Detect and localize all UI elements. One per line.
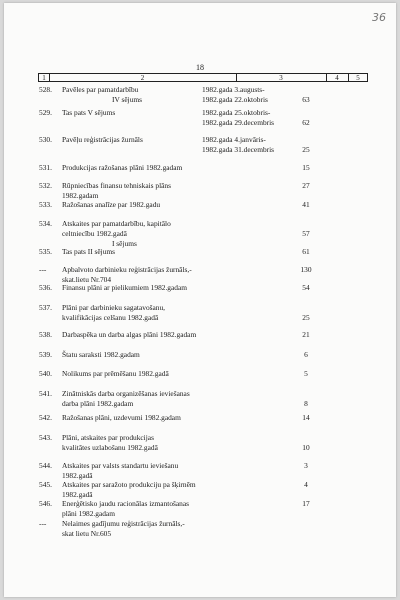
- row-number: 530.: [39, 135, 52, 144]
- header-col-4: 4: [326, 74, 349, 82]
- header-col-5: 5: [356, 74, 360, 82]
- row-title-line: IV sējums: [112, 95, 143, 104]
- row-title: [62, 330, 198, 340]
- row-title-line: darba plāni 1982.gadam: [62, 399, 134, 408]
- row-number: 546.: [39, 499, 52, 508]
- row-number: ---: [39, 265, 47, 274]
- row-number: ---: [39, 519, 47, 528]
- row-title-line: kvalitātes uzlabošanu 1982.gadā: [62, 443, 158, 452]
- row-title: [62, 433, 198, 453]
- row-title-line: Rūpniecības finansu tehniskais plāns 1982.gadam: [62, 181, 171, 200]
- row-page-count: 10: [302, 443, 310, 452]
- row-title-line: Atskaites par pamatdarbību, kapitālo celtniecību 1982.gadā: [62, 219, 171, 238]
- row-number: 533.: [39, 200, 52, 209]
- row-title: [62, 200, 198, 210]
- row-number: 537.: [39, 303, 52, 312]
- row-title-line: Nolikums par prēmēšanu 1982.gadā: [62, 369, 169, 378]
- row-page-count: 61: [302, 247, 310, 256]
- row-title-line: Štatu saraksti 1982.gadam: [62, 350, 140, 359]
- row-title: [62, 499, 198, 519]
- row-page-count: 3: [304, 461, 308, 470]
- row-title-line: Atskaites par valsts standartu ieviešanu 1982.gadā: [62, 461, 179, 480]
- row-title: [62, 219, 198, 249]
- row-title-line: Ražošanas analīze par 1982.gadu: [62, 200, 161, 209]
- row-page-count: 21: [302, 330, 310, 339]
- row-dates: [202, 85, 294, 105]
- row-dates: [202, 135, 294, 155]
- document-page: [4, 3, 396, 597]
- row-title-line: Produkcijas ražošanas plāni 1982.gadam: [62, 163, 183, 172]
- row-page-count: 8: [304, 399, 308, 408]
- page-number: 18: [196, 63, 204, 72]
- row-page-count: 63: [302, 95, 310, 104]
- row-title: [62, 283, 198, 293]
- row-number: 538.: [39, 330, 52, 339]
- row-title: [62, 413, 198, 423]
- row-number: 542.: [39, 413, 52, 422]
- row-page-count: 25: [302, 313, 310, 322]
- row-page-count: 54: [302, 283, 310, 292]
- row-title: [62, 181, 198, 201]
- row-number: 535.: [39, 247, 52, 256]
- row-title-line: Plāni par darbinieku sagatavošanu,: [62, 303, 166, 312]
- row-date-line: 1982.gada 4.janvāris-: [202, 135, 266, 144]
- row-title: [62, 480, 198, 500]
- row-title: [62, 85, 198, 105]
- row-title-line: Pavēles par pamatdarbību: [62, 85, 139, 94]
- row-title-line: Tas pats II sējums: [62, 247, 116, 256]
- header-col-3: 3: [236, 74, 327, 82]
- row-date-line: 1982.gada 25.oktobris-: [202, 108, 271, 117]
- row-page-count: 25: [302, 145, 310, 154]
- row-title-line: kvalifikācijas celšanu 1982.gadā: [62, 313, 159, 322]
- table-header: [38, 73, 368, 82]
- row-title-line: Pavēļu reģistrācijas žurnāls: [62, 135, 143, 144]
- row-page-count: 6: [304, 350, 308, 359]
- row-page-count: 57: [302, 229, 310, 238]
- row-page-count: 17: [302, 499, 310, 508]
- row-page-count: 4: [304, 480, 308, 489]
- row-number: 536.: [39, 283, 52, 292]
- row-number: 543.: [39, 433, 52, 442]
- row-number: 539.: [39, 350, 52, 359]
- row-number: 541.: [39, 389, 52, 398]
- row-title-line: Atskaites par saražoto produkciju pa šķirnēm 1982.gadā: [62, 480, 196, 499]
- row-title: [62, 135, 198, 145]
- row-number: 534.: [39, 219, 52, 228]
- row-title: [62, 108, 198, 118]
- row-title: [62, 389, 198, 409]
- archive-folio-mark: 36: [372, 11, 386, 24]
- row-title: [62, 163, 198, 173]
- row-page-count: 5: [304, 369, 308, 378]
- header-col-1: 1: [39, 74, 50, 82]
- row-title-line: I sējums: [112, 239, 137, 248]
- row-title: [62, 247, 198, 257]
- row-page-count: 27: [302, 181, 310, 190]
- row-page-count: 15: [302, 163, 310, 172]
- row-title-line: Tas pats V sējums: [62, 108, 116, 117]
- row-date-line: 1982.gada 3.augusts-: [202, 85, 265, 94]
- row-date-line: 1982.gada 22.oktobris: [202, 95, 268, 104]
- row-number: 532.: [39, 181, 52, 190]
- row-title-line: Ražošanas plāni, uzdevumi 1982.gadam: [62, 413, 181, 422]
- row-title: [62, 303, 198, 323]
- row-title-line: Apbalvoto darbinieku reģistrācijas žurnāls,- skat.lietu Nr.704: [62, 265, 192, 284]
- row-title-line: Nelaimes gadījumu reģistrācijas žurnāls,- skat lietu Nr.605: [62, 519, 185, 538]
- row-title-line: Darbaspēka un darba algas plāni 1982.gadam: [62, 330, 197, 339]
- row-number: 545.: [39, 480, 52, 489]
- row-title-line: Finansu plāni ar pielikumiem 1982.gadam: [62, 283, 188, 292]
- row-number: 528.: [39, 85, 52, 94]
- row-title: [62, 265, 198, 285]
- row-date-line: 1982.gada 29.decembris: [202, 118, 275, 127]
- row-page-count: 130: [300, 265, 312, 274]
- row-date-line: 1982.gada 31.decembris: [202, 145, 275, 154]
- row-page-count: 14: [302, 413, 310, 422]
- row-title-line: Enerģētisko jaudu racionālas izmantošanas plāni 1982.gadam: [62, 499, 190, 518]
- row-number: 540.: [39, 369, 52, 378]
- header-col-2: 2: [49, 74, 237, 82]
- row-number: 531.: [39, 163, 52, 172]
- row-title: [62, 519, 198, 539]
- row-title-line: Plāni, atskaites par produkcijas: [62, 433, 154, 442]
- row-page-count: 41: [302, 200, 310, 209]
- row-title: [62, 350, 198, 360]
- row-title: [62, 369, 198, 379]
- row-dates: [202, 108, 294, 128]
- row-page-count: 62: [302, 118, 310, 127]
- row-title: [62, 461, 198, 481]
- row-number: 529.: [39, 108, 52, 117]
- row-title-line: Zinātniskās darba organizēšanas ieviešanas: [62, 389, 190, 398]
- row-number: 544.: [39, 461, 52, 470]
